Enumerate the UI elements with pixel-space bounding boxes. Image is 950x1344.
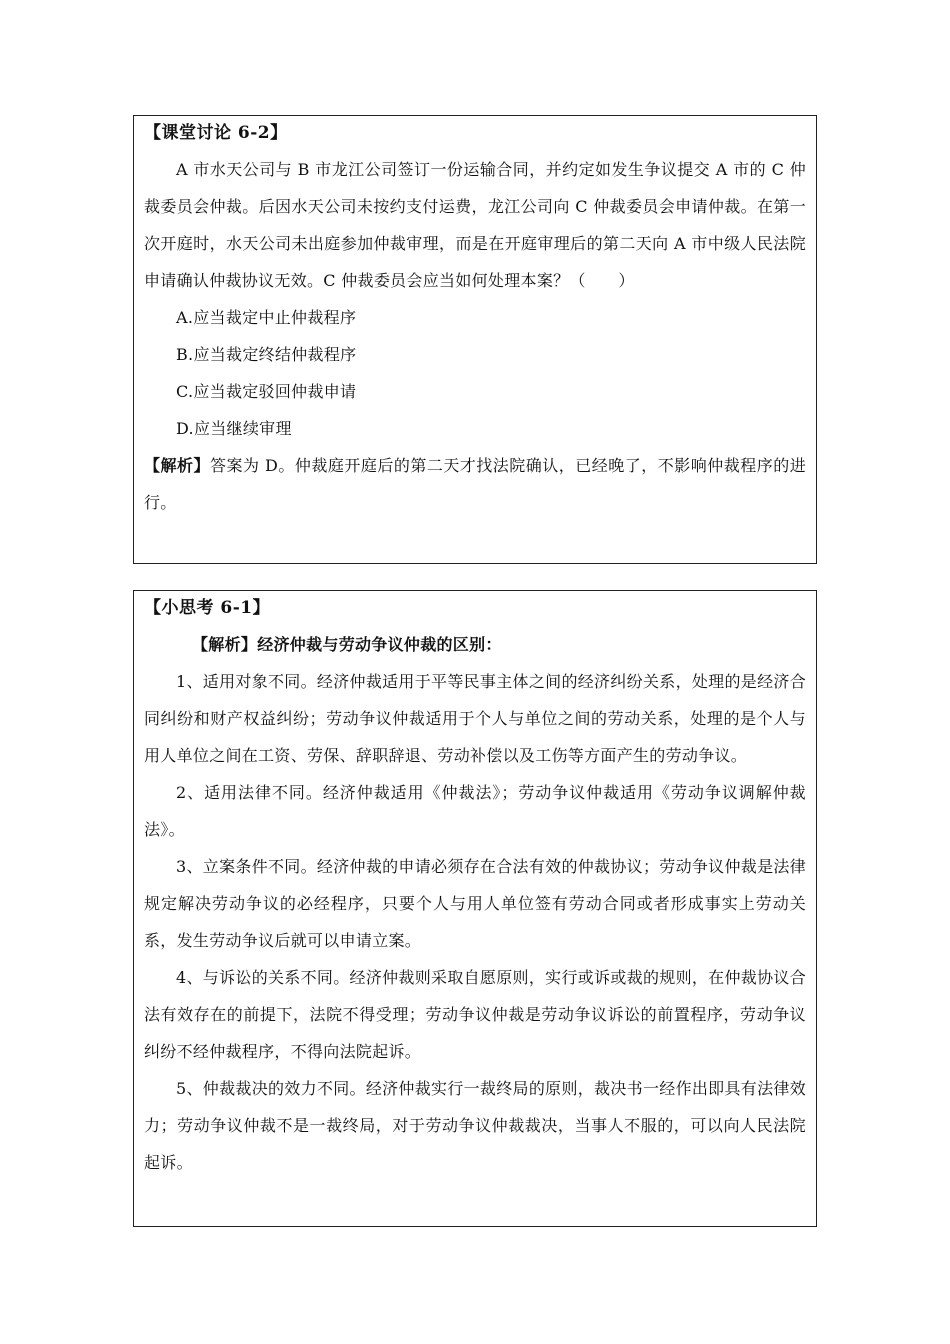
option-d: D.应当继续审理 (176, 419, 292, 438)
option-c: C.应当裁定驳回仲裁申请 (176, 382, 357, 401)
analysis-text: 答案为 D。仲裁庭开庭后的第二天才找法院确认，已经晚了，不影响仲裁程序的进行。 (144, 456, 807, 512)
point-3: 3、立案条件不同。经济仲裁的申请必须存在合法有效的仲裁协议；劳动争议仲裁是法律规定解决劳动争议的必经程序，只要个人与用人单位签有劳动合同或者形成事实上劳动关系，发生劳动争议后就可以申请立案。 (144, 857, 806, 950)
point-4: 4、与诉讼的关系不同。经济仲裁则采取自愿原则，实行或诉或裁的规则，在仲裁协议合法有效存在的前提下，法院不得受理；劳动争议仲裁是劳动争议诉讼的前置程序，劳动争议纠纷不经仲裁程序，不得向法院起诉。 (144, 968, 806, 1061)
point-5: 5、仲裁裁决的效力不同。经济仲裁实行一裁终局的原则，裁决书一经作出即具有法律效力；劳动争议仲裁不是一裁终局，对于劳动争议仲裁裁决，当事人不服的，可以向人民法院起诉。 (144, 1079, 806, 1172)
analysis-label: 【解析】 (144, 456, 210, 475)
point-1: 1、适用对象不同。经济仲裁适用于平等民事主体之间的经济纠纷关系，处理的是经济合同纠纷和财产权益纠纷；劳动争议仲裁适用于个人与单位之间的劳动关系，处理的是个人与用人单位之间在工资、劳保、辞职辞退、劳动补偿以及工伤等方面产生的劳动争议。 (144, 672, 806, 765)
thinking-heading: 【小思考 6-1】 (144, 598, 271, 618)
discussion-analysis (144, 447, 806, 521)
thinking-subheading: 【解析】经济仲裁与劳动争议仲裁的区别： (192, 635, 502, 654)
classroom-discussion-box (133, 115, 817, 564)
option-b: B.应当裁定终结仲裁程序 (176, 345, 357, 364)
discussion-heading: 【课堂讨论 6-2】 (144, 123, 288, 143)
option-a: A.应当裁定中止仲裁程序 (176, 308, 357, 327)
small-thinking-box (133, 590, 817, 1227)
point-2: 2、适用法律不同。经济仲裁适用《仲裁法》；劳动争议仲裁适用《劳动争议调解仲裁法》。 (144, 783, 806, 839)
discussion-question: A 市水天公司与 B 市龙江公司签订一份运输合同，并约定如发生争议提交 A 市的 C 仲裁委员会仲裁。后因水天公司未按约支付运费，龙江公司向 C 仲裁委员会申请仲裁。在第一次开庭时，水天公司未出庭参加仲裁审理，而是在开庭审理后的第二天向 A 市中级人民法院申请确认仲裁协议无效。C 仲裁委员会应当如何处理本案？（ ） (144, 160, 806, 290)
